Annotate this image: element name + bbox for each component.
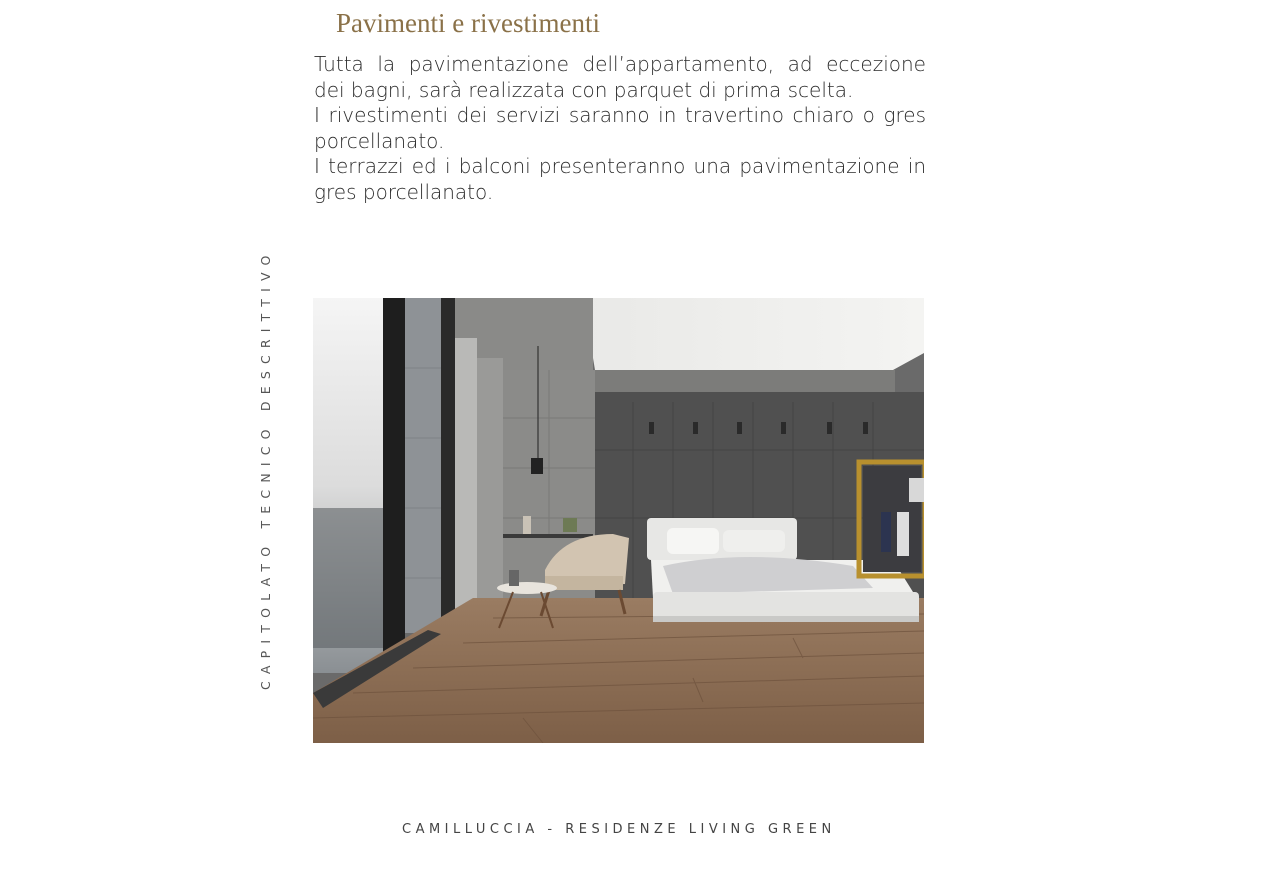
paragraph-wall-coverings: I rivestimenti dei servizi saranno in travertino chiaro o gres porcellanato.: [314, 103, 926, 153]
document-side-label: CAPITOLATO TECNICO DESCRITTIVO: [258, 248, 273, 690]
paragraph-flooring: Tutta la pavimentazione dell’appartamento, ad eccezione dei bagni, sarà realizzata con parquet di prima scelta.: [314, 52, 926, 102]
footer-label: CAMILLUCCIA - RESIDENZE LIVING GREEN: [402, 822, 836, 837]
bedroom-render-image: [313, 298, 924, 743]
section-title: Pavimenti e rivestimenti: [336, 8, 600, 38]
section-body: [314, 52, 926, 206]
paragraph-terraces: I terrazzi ed i balconi presenteranno una pavimentazione in gres porcellanato.: [314, 154, 926, 204]
